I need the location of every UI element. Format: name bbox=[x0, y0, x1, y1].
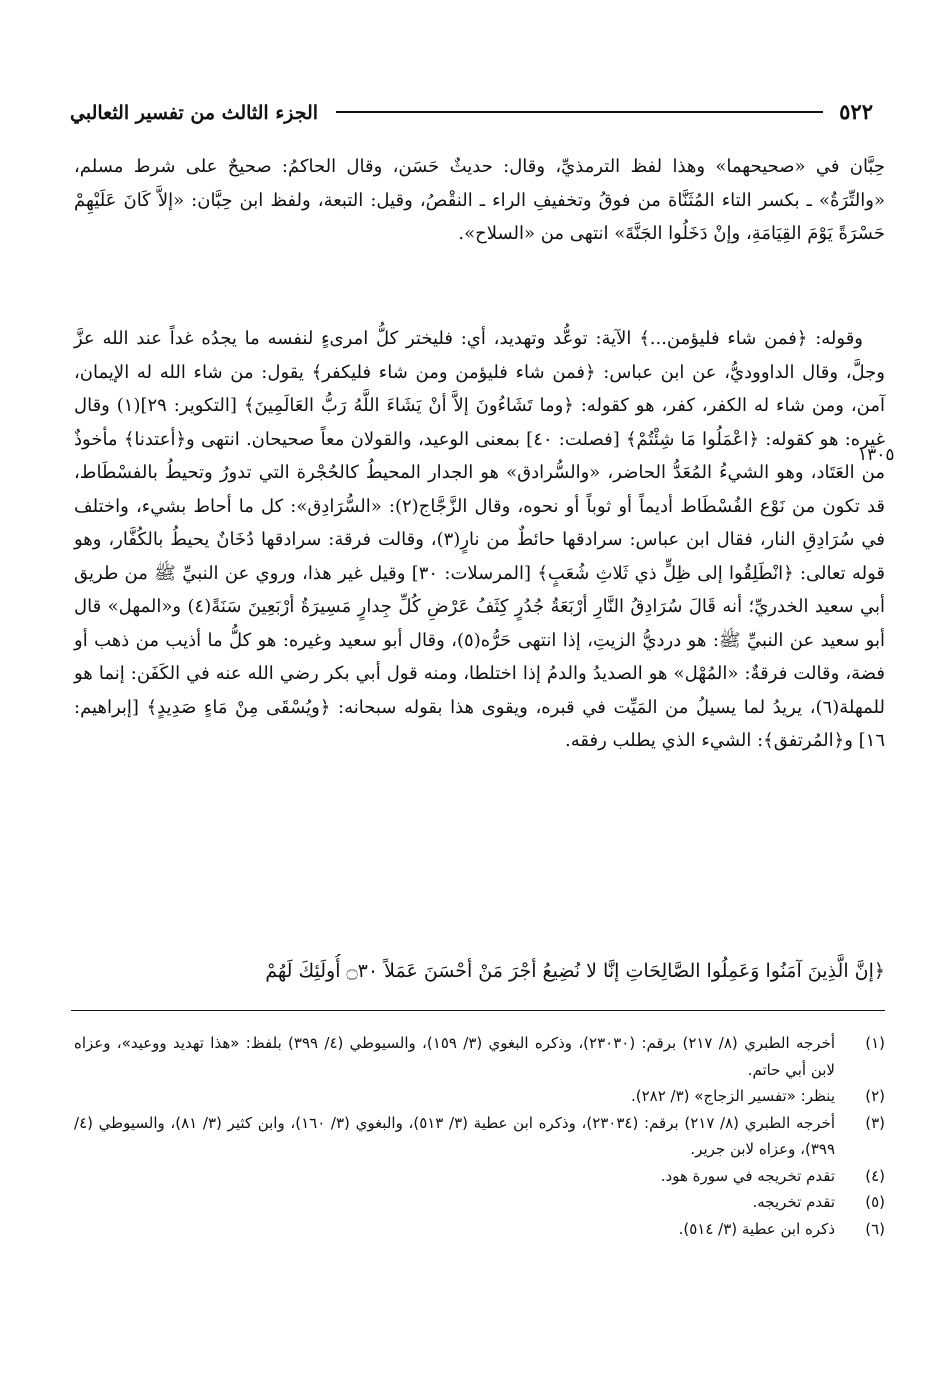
footnotes bbox=[74, 1030, 885, 1242]
footnote-item bbox=[74, 1030, 885, 1083]
footnote-text: تقدم تخريجه في سورة هود. bbox=[660, 1166, 835, 1185]
footnote-number: (٣) bbox=[865, 1113, 885, 1132]
margin-reference-number: ١٣٠٥ bbox=[858, 445, 895, 465]
footnote-number: (٤) bbox=[865, 1166, 885, 1185]
footnote-item bbox=[74, 1163, 885, 1190]
footnote-item bbox=[74, 1083, 885, 1110]
footnote-text: تقدم تخريجه. bbox=[752, 1193, 835, 1211]
header-rule bbox=[336, 111, 823, 113]
footnote-item bbox=[74, 1189, 885, 1216]
footnote-text: أخرجه الطبري (٨/ ٢١٧) برقم: (٢٣٠٣٤)، وذكره ابن عطية (٣/ ٥١٣)، والبغوي (٣/ ١٦٠)، وابن كثير (٣/ ٨١)، والسيوطي (٤/ ٣٩٩)، وعزاه لابن جرير. bbox=[74, 1113, 835, 1158]
page-number: ٥٢٢ bbox=[839, 99, 873, 124]
footnote-text: ذكره ابن عطية (٣/ ٥١٤). bbox=[678, 1219, 835, 1238]
quran-verse-line: ﴿إنَّ الَّذِينَ آمَنُوا وَعَمِلُوا الصَّالِحَاتِ إنَّا لا نُضِيعُ أجْرَ مَنْ أحْسَنَ عَمَلاً ۝٣٠ أُولَئِكَ لَهُمْ bbox=[265, 960, 885, 982]
footnote-text: أخرجه الطبري (٨/ ٢١٧) برقم: (٢٣٠٣٠)، وذكره البغوي (٣/ ١٥٩)، والسيوطي (٤/ ٣٩٩) بلفظ: «هذا تهديد ووعيد»، وعزاه لابن أبي حاتم. bbox=[74, 1034, 836, 1079]
footnote-number: (١) bbox=[865, 1034, 885, 1052]
footnote-number: (٢) bbox=[865, 1087, 885, 1105]
paragraph-2: وقوله: ﴿فمن شاء فليؤمن...﴾ الآية: توعُّد وتهديد، أي: فليختر كلُّ امرىءٍ لنفسه ما يجدُه غداً عند الله عزَّ وجلَّ، وقال الداووديُّ، عن ابن عباس: ﴿فمن شاء فليؤمن ومن شاء فليكفر﴾ يقول: من شاء الله له الإيمان، آمن، ومن شاء له الكفر، كفر، هو كقوله: ﴿وما تَشَاءُونَ إلاَّ أنْ يَشَاءَ اللَّهُ رَبُّ العَالَمِينَ﴾ [التكوير: ٢٩](١) وقال غيره: هو كقوله: ﴿اعْمَلُوا مَا شِئْتُمْ﴾ [فصلت: ٤٠] بمعنى الوعيد، والقولان معاً صحيحان. انتهى و﴿أعتدنا﴾ مأخوذٌ من العَتَاد، وهو الشيءُ المُعَدُّ الحاضر، «والسُّرادق» هو الجدار المحيطُ كالحُجْرة التي تدورُ وتحيطُ بالفسْطَاط، قد تكون من نَوْع الفُسْطَاط أديماً أو ثوباً أو نحوه، وقال الزَّجَّاج(٢): «السُّرَادِق»: كل ما أحاط بشيء، واختلف في سُرَادِقِ النار، فقال ابن عباس: سرادقها حائطٌ من نارٍ(٣)، وقالت فرقة: سرادقها دُخَانٌ يحيطُ بالكُفَّار، وهو قوله تعالى: ﴿انْطَلِقُوا إلى ظِلٍّ ذي ثَلاثِ شُعَبٍ﴾ [المرسلات: ٣٠] وقيل غير هذا، وروي عن النبيِّ ﷺ من طريق أبي سعيد الخدريِّ؛ أنه قَالَ سُرَادِقُ النَّارِ أرْبَعَةُ جُدُرٍ كِثَفُ عَرْضِ كُلِّ جِدارٍ مَسِيرَةُ أرْبَعِينَ سَنَةً(٤) و«المهل» قال أبو سعيد عن النبيِّ ﷺ: هو درديُّ الزيتِ، إذا انتهى حَرُّه(٥)، وقال أبو سعيد وغيره: هو كلُّ ما أذيب من ذهب أو فضة، وقالت فرقةٌ: «المُهْل» هو الصديدُ والدمُ إذا اختلطا، ومنه قول أبي بكر رضي الله عنه في الكَفَن: إنما هو للمهلة(٦)، يريدُ لما يسيلُ من المَيِّت في قبره، ويقوى هذا بقوله سبحانه: ﴿ويُسْقَى مِنْ مَاءٍ صَدِيدٍ﴾ [إبراهيم: ١٦] و﴿المُرتفق﴾: الشيء الذي يطلب رفقه. bbox=[74, 328, 886, 751]
footnote-text: ينظر: «تفسير الزجاج» (٣/ ٢٨٢). bbox=[630, 1087, 835, 1105]
footnote-number: (٦) bbox=[865, 1219, 885, 1238]
running-title: الجزء الثالث من تفسير الثعالبي bbox=[70, 102, 319, 124]
footnote-item bbox=[74, 1110, 885, 1163]
footnote-separator bbox=[71, 1010, 885, 1011]
footnote-number: (٥) bbox=[865, 1193, 885, 1211]
page-header bbox=[70, 88, 873, 124]
paragraph-1: حِبَّان في «صحيحهما» وهذا لفظ الترمذيِّ، وقال: حديثٌ حَسَن، وقال الحاكمُ: صحيحٌ على شرط مسلم، «والتِّرَةُ» ـ بكسر التاء المُثَنَّاة من فوقُ وتخفيفِ الراء ـ النقْصُ، وقيل: التبعة، ولفظ ابن حِبَّان: «إلاَّ كَانَ عَلَيْهِمْ حَسْرَةً يَوْمَ القِيَامَةِ، وإنْ دَخَلُوا الجَنَّةَ» انتهى من «السلاح». bbox=[74, 156, 885, 244]
footnote-item bbox=[74, 1216, 885, 1243]
